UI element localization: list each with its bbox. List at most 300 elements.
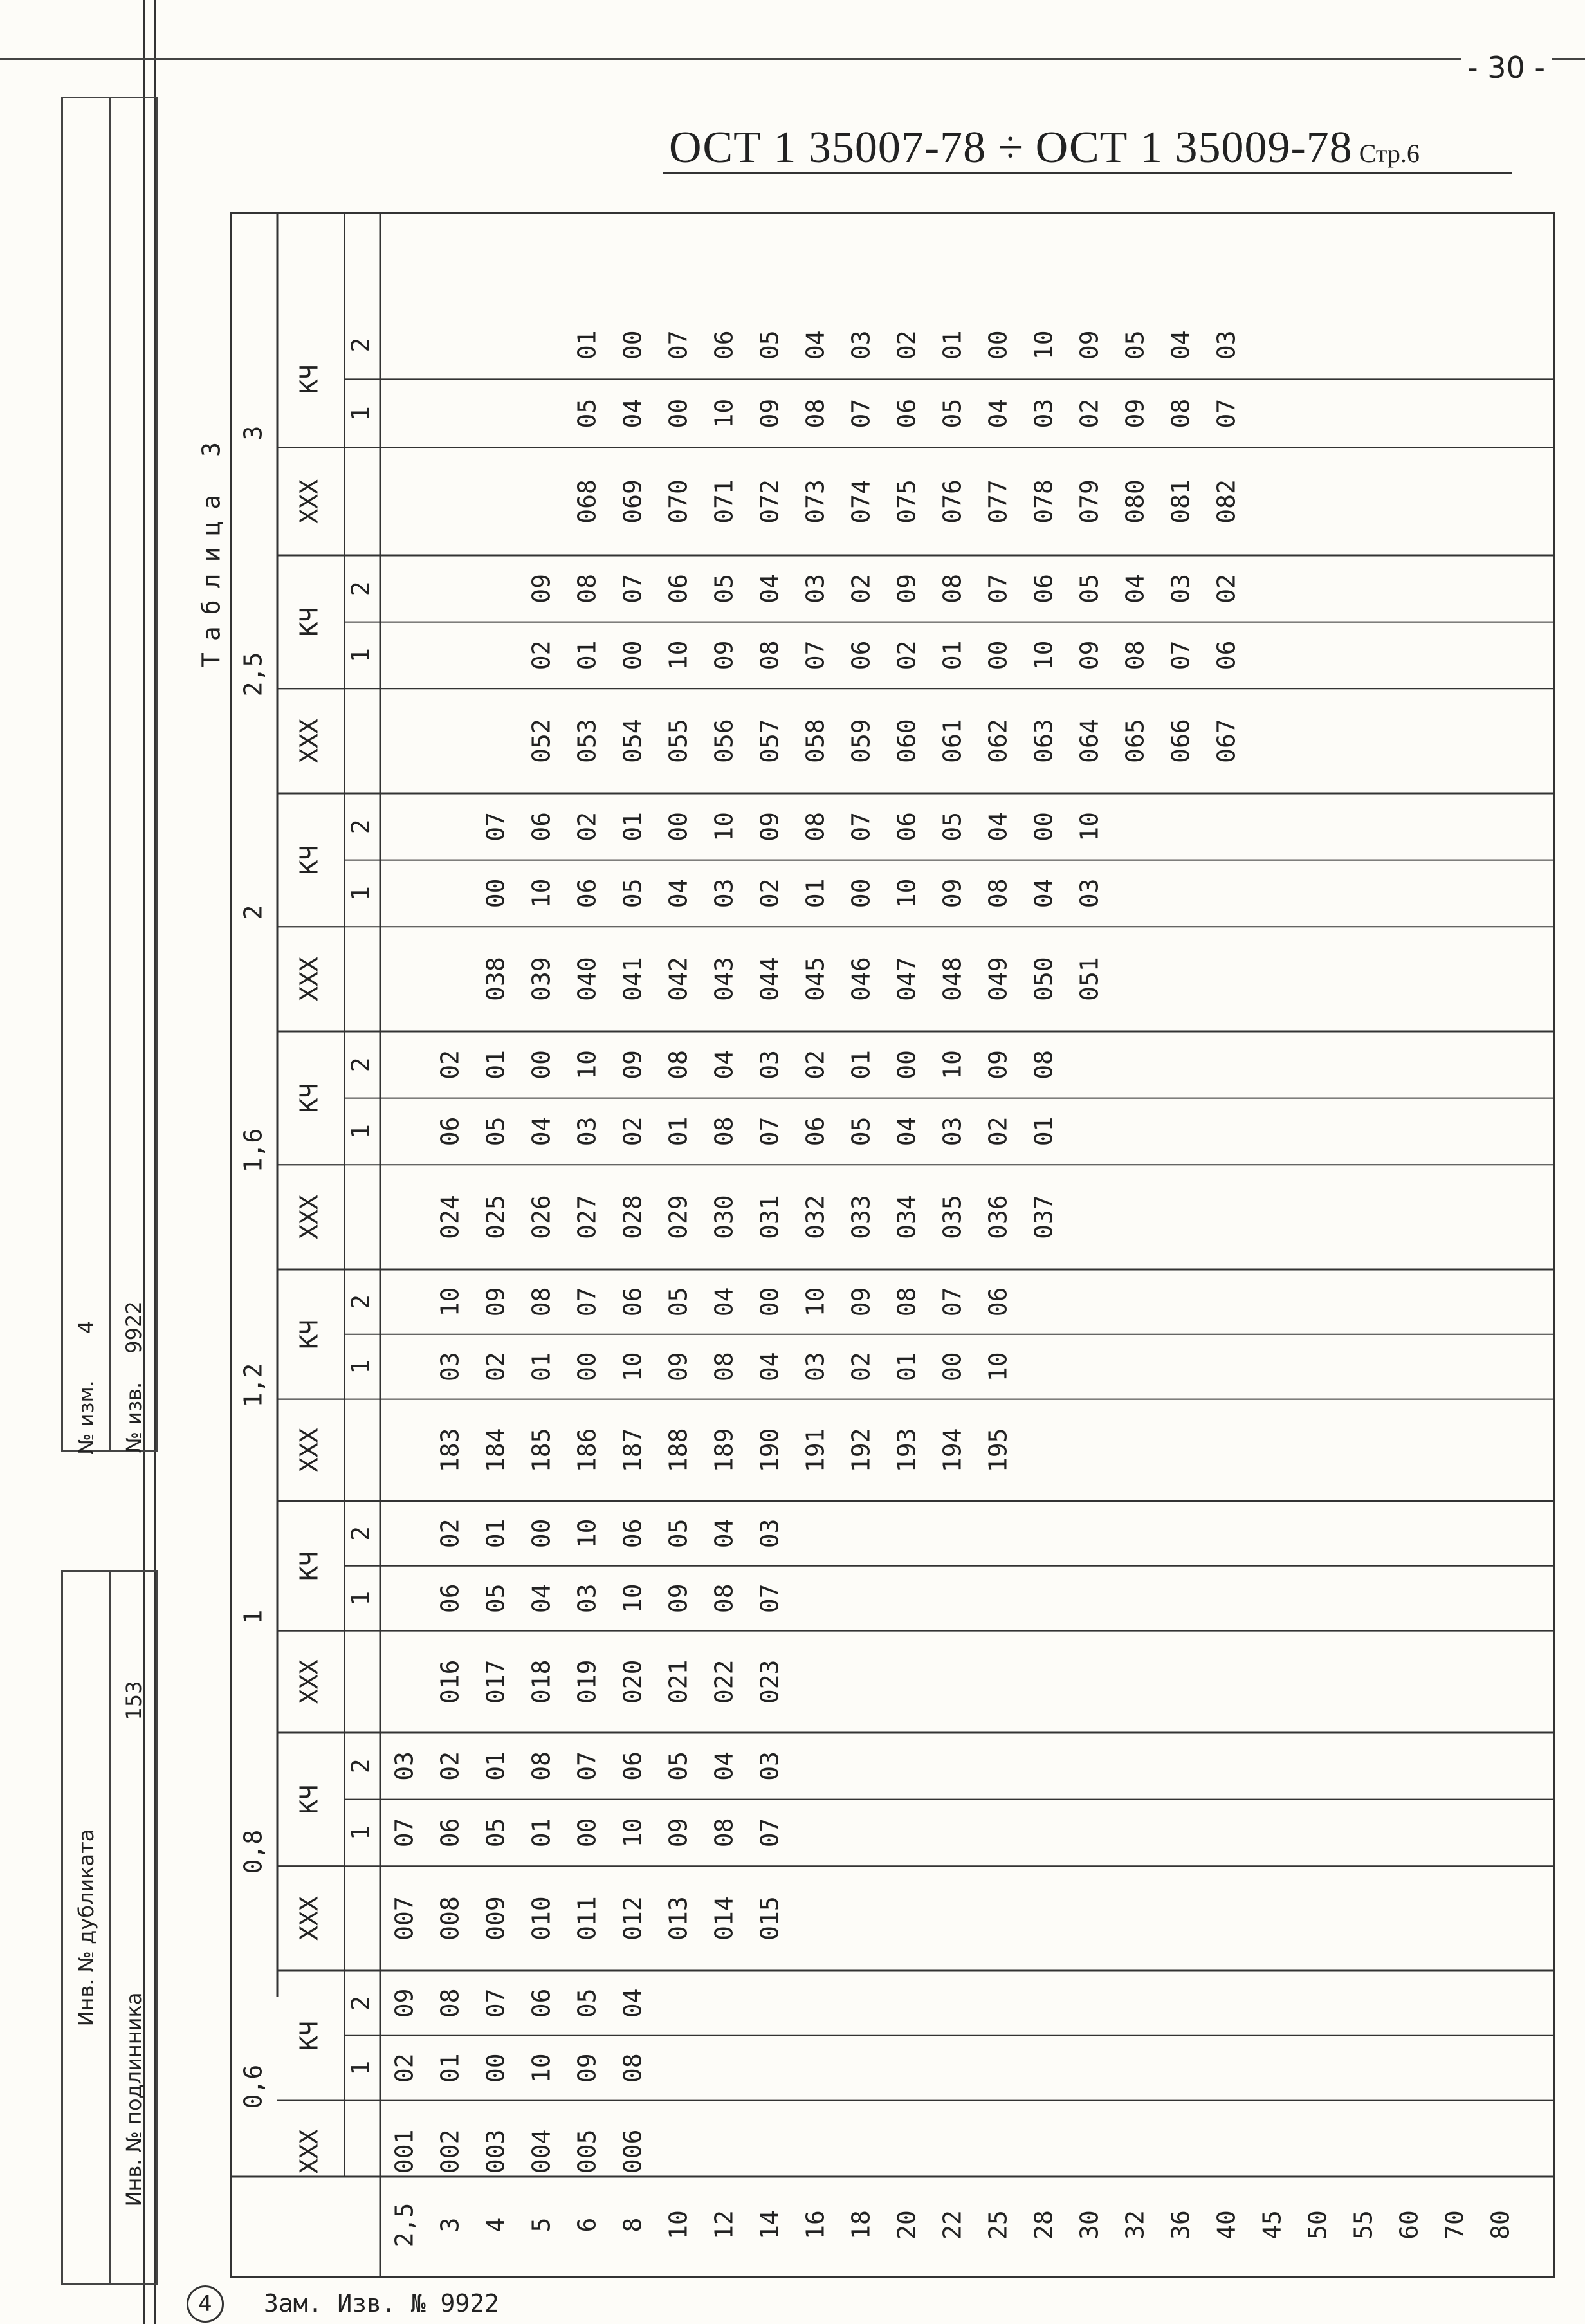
- cell-kch1: 02: [618, 1116, 647, 1147]
- cell-xxx: 032: [801, 1195, 830, 1239]
- cell-xxx: 049: [984, 957, 1012, 1001]
- cell-xxx: 067: [1212, 719, 1241, 763]
- cell-xxx: 033: [847, 1195, 875, 1239]
- cell-xxx: 048: [938, 957, 967, 1001]
- kch-sub2-header: 2: [346, 1294, 375, 1309]
- cell-kch2: 10: [1029, 330, 1058, 360]
- kch-header: КЧ: [295, 364, 324, 394]
- cell-xxx: 046: [847, 957, 875, 1001]
- cell-kch2: 04: [618, 1988, 647, 2018]
- cell-kch1: 10: [527, 878, 556, 908]
- cell-kch2: 01: [481, 1751, 510, 1781]
- replacement-note: Зам. Изв. № 9922: [264, 2289, 500, 2318]
- cell-kch1: 05: [481, 1818, 510, 1848]
- cell-kch2: 04: [710, 1518, 738, 1549]
- cell-kch2: 05: [664, 1518, 693, 1549]
- cell-kch1: 01: [801, 878, 830, 908]
- cell-kch1: 07: [390, 1818, 419, 1848]
- kch-header: КЧ: [295, 1319, 324, 1349]
- cell-kch2: 10: [435, 1287, 464, 1317]
- side-stamp-lower: [61, 1570, 158, 2285]
- row-label: 5: [527, 2217, 556, 2233]
- kch-sub1-header: 1: [346, 2060, 375, 2076]
- xxx-header: ХХХ: [295, 479, 324, 524]
- cell-xxx: 047: [892, 957, 921, 1001]
- cell-xxx: 006: [618, 2129, 647, 2174]
- cell-xxx: 038: [481, 957, 510, 1001]
- cell-kch2: 00: [527, 1049, 556, 1080]
- kch-sub1-header: 1: [346, 1591, 375, 1606]
- cell-kch2: 06: [984, 1287, 1012, 1317]
- cell-kch2: 06: [710, 330, 738, 360]
- row-label: 14: [755, 2210, 784, 2240]
- group-label: 2: [239, 905, 268, 920]
- cell-xxx: 195: [984, 1428, 1012, 1473]
- cell-xxx: 066: [1166, 719, 1195, 763]
- row-label: 18: [847, 2210, 875, 2240]
- cell-kch2: 07: [481, 1988, 510, 2018]
- cell-kch2: 10: [573, 1518, 601, 1549]
- cell-kch2: 05: [573, 1988, 601, 2018]
- cell-xxx: 183: [435, 1428, 464, 1473]
- cell-xxx: 058: [801, 719, 830, 763]
- page-number: - 30 -: [1461, 50, 1552, 85]
- cell-kch1: 10: [618, 1583, 647, 1614]
- kch-sub1-header: 1: [346, 1825, 375, 1840]
- cell-kch2: 05: [755, 330, 784, 360]
- kch-sub2-header: 2: [346, 1758, 375, 1774]
- cell-kch2: 02: [847, 573, 875, 604]
- cell-kch1: 04: [527, 1116, 556, 1147]
- cell-kch2: 10: [573, 1049, 601, 1080]
- cell-xxx: 012: [618, 1896, 647, 1941]
- cell-xxx: 069: [618, 479, 647, 524]
- cell-xxx: 039: [527, 957, 556, 1001]
- cell-kch1: 04: [1029, 878, 1058, 908]
- cell-kch1: 01: [664, 1116, 693, 1147]
- kch-sub2-header: 2: [346, 1526, 375, 1541]
- cell-kch1: 00: [573, 1818, 601, 1848]
- cell-kch1: 10: [710, 398, 738, 429]
- row-label: 32: [1121, 2210, 1150, 2240]
- cell-kch2: 08: [892, 1287, 921, 1317]
- cell-kch1: 00: [481, 2053, 510, 2083]
- cell-kch1: 04: [664, 878, 693, 908]
- cell-xxx: 063: [1029, 719, 1058, 763]
- cell-kch2: 07: [573, 1751, 601, 1781]
- row-label: 30: [1075, 2210, 1104, 2240]
- change-value: 4: [74, 1320, 98, 1334]
- cell-xxx: 022: [710, 1659, 738, 1704]
- cell-xxx: 062: [984, 719, 1012, 763]
- group-label: 3: [239, 425, 268, 441]
- cell-kch2: 10: [938, 1049, 967, 1080]
- cell-kch1: 07: [755, 1116, 784, 1147]
- cell-kch2: 07: [664, 330, 693, 360]
- cell-xxx: 070: [664, 479, 693, 524]
- cell-kch2: 05: [664, 1287, 693, 1317]
- cell-xxx: 189: [710, 1428, 738, 1473]
- cell-kch1: 01: [527, 1352, 556, 1382]
- cell-xxx: 018: [527, 1659, 556, 1704]
- row-label: 50: [1303, 2210, 1332, 2240]
- cell-kch1: 01: [1029, 1116, 1058, 1147]
- cell-kch1: 10: [984, 1352, 1012, 1382]
- kch-header: КЧ: [295, 607, 324, 637]
- row-label: 25: [984, 2210, 1012, 2240]
- cell-kch1: 08: [710, 1818, 738, 1848]
- cell-kch1: 08: [755, 640, 784, 670]
- cell-kch1: 05: [573, 398, 601, 429]
- cell-kch1: 03: [938, 1116, 967, 1147]
- cell-kch2: 09: [755, 811, 784, 842]
- cell-xxx: 001: [390, 2129, 419, 2174]
- cell-kch1: 03: [1075, 878, 1104, 908]
- cell-kch2: 04: [801, 330, 830, 360]
- cell-kch2: 04: [710, 1751, 738, 1781]
- cell-kch1: 02: [527, 640, 556, 670]
- cell-kch1: 07: [801, 640, 830, 670]
- cell-xxx: 019: [573, 1659, 601, 1704]
- kch-header: КЧ: [295, 845, 324, 875]
- cell-xxx: 020: [618, 1659, 647, 1704]
- cell-kch1: 02: [481, 1352, 510, 1382]
- cell-xxx: 009: [481, 1896, 510, 1941]
- kch-sub1-header: 1: [346, 885, 375, 901]
- cell-kch2: 00: [664, 811, 693, 842]
- cell-kch1: 05: [938, 398, 967, 429]
- cell-xxx: 075: [892, 479, 921, 524]
- cell-xxx: 074: [847, 479, 875, 524]
- cell-kch1: 06: [847, 640, 875, 670]
- cell-kch2: 03: [1166, 573, 1195, 604]
- cell-xxx: 036: [984, 1195, 1012, 1239]
- row-label: 12: [710, 2210, 738, 2240]
- group-label: 0,8: [239, 1829, 268, 1874]
- inv-orig-label: Инв. № подлинника: [122, 1992, 146, 2207]
- cell-kch1: 01: [892, 1352, 921, 1382]
- cell-xxx: 064: [1075, 719, 1104, 763]
- cell-kch2: 05: [710, 573, 738, 604]
- notice-value: 9922: [122, 1301, 146, 1354]
- cell-kch2: 05: [1121, 330, 1150, 360]
- cell-kch1: 00: [481, 878, 510, 908]
- document-title: ОСТ 1 35007-78 ÷ ОСТ 1 35009-78: [669, 123, 1353, 172]
- cell-kch1: 03: [1029, 398, 1058, 429]
- cell-xxx: 051: [1075, 957, 1104, 1001]
- cell-kch2: 06: [618, 1751, 647, 1781]
- cell-kch1: 06: [573, 878, 601, 908]
- cell-kch1: 05: [481, 1583, 510, 1614]
- cell-kch2: 03: [801, 573, 830, 604]
- cell-xxx: 023: [755, 1659, 784, 1704]
- inv-orig-value: 153: [122, 1681, 146, 1720]
- cell-xxx: 076: [938, 479, 967, 524]
- cell-kch2: 02: [573, 811, 601, 842]
- xxx-header: ХХХ: [295, 719, 324, 763]
- cell-kch1: 06: [892, 398, 921, 429]
- xxx-header: ХХХ: [295, 1195, 324, 1239]
- cell-kch1: 03: [801, 1352, 830, 1382]
- cell-kch1: 00: [573, 1352, 601, 1382]
- cell-kch1: 06: [1212, 640, 1241, 670]
- cell-kch1: 02: [1075, 398, 1104, 429]
- cell-xxx: 068: [573, 479, 601, 524]
- cell-kch1: 05: [847, 1116, 875, 1147]
- notice-label: № изв.: [122, 1381, 146, 1453]
- cell-kch1: 00: [938, 1352, 967, 1382]
- cell-kch2: 06: [527, 811, 556, 842]
- cell-kch2: 07: [618, 573, 647, 604]
- cell-xxx: 045: [801, 957, 830, 1001]
- cell-xxx: 010: [527, 1896, 556, 1941]
- cell-kch1: 07: [755, 1583, 784, 1614]
- cell-xxx: 071: [710, 479, 738, 524]
- cell-xxx: 041: [618, 957, 647, 1001]
- cell-kch2: 01: [618, 811, 647, 842]
- cell-xxx: 026: [527, 1195, 556, 1239]
- cell-kch2: 06: [892, 811, 921, 842]
- kch-sub1-header: 1: [346, 647, 375, 663]
- cell-kch2: 03: [755, 1518, 784, 1549]
- kch-header: КЧ: [295, 1551, 324, 1581]
- cell-kch2: 04: [1166, 330, 1195, 360]
- cell-kch1: 07: [755, 1818, 784, 1848]
- cell-kch1: 03: [435, 1352, 464, 1382]
- kch-sub2-header: 2: [346, 337, 375, 353]
- group-label: 1,6: [239, 1128, 268, 1173]
- cell-kch2: 07: [847, 811, 875, 842]
- cell-kch1: 00: [847, 878, 875, 908]
- cell-kch1: 10: [892, 878, 921, 908]
- cell-xxx: 014: [710, 1896, 738, 1941]
- cell-kch1: 01: [938, 640, 967, 670]
- cell-xxx: 188: [664, 1428, 693, 1473]
- cell-kch2: 01: [481, 1049, 510, 1080]
- kch-sub1-header: 1: [346, 406, 375, 421]
- cell-xxx: 016: [435, 1659, 464, 1704]
- table-caption: Таблица 3: [197, 430, 226, 667]
- cell-kch1: 07: [847, 398, 875, 429]
- row-label: 8: [618, 2217, 647, 2233]
- kch-sub2-header: 2: [346, 581, 375, 596]
- cell-kch1: 03: [573, 1116, 601, 1147]
- cell-kch2: 08: [801, 811, 830, 842]
- kch-header: КЧ: [295, 1083, 324, 1113]
- kch-sub1-header: 1: [346, 1123, 375, 1139]
- cell-kch2: 03: [755, 1049, 784, 1080]
- cell-xxx: 054: [618, 719, 647, 763]
- cell-kch1: 08: [984, 878, 1012, 908]
- cell-xxx: 056: [710, 719, 738, 763]
- cell-kch1: 09: [1121, 398, 1150, 429]
- cell-xxx: 077: [984, 479, 1012, 524]
- cell-kch1: 00: [664, 398, 693, 429]
- cell-kch2: 02: [1212, 573, 1241, 604]
- cell-xxx: 031: [755, 1195, 784, 1239]
- kch-sub2-header: 2: [346, 1057, 375, 1073]
- side-stamp-upper: [61, 97, 158, 1455]
- cell-kch2: 08: [938, 573, 967, 604]
- cell-kch2: 09: [481, 1287, 510, 1317]
- cell-xxx: 078: [1029, 479, 1058, 524]
- cell-kch2: 02: [435, 1049, 464, 1080]
- cell-xxx: 005: [573, 2129, 601, 2174]
- cell-kch1: 02: [847, 1352, 875, 1382]
- cell-kch2: 08: [435, 1988, 464, 2018]
- cell-kch2: 08: [1029, 1049, 1058, 1080]
- cell-kch2: 00: [892, 1049, 921, 1080]
- cell-kch2: 04: [710, 1287, 738, 1317]
- cell-xxx: 192: [847, 1428, 875, 1473]
- cell-kch1: 09: [664, 1583, 693, 1614]
- xxx-header: ХХХ: [295, 1896, 324, 1941]
- cell-xxx: 027: [573, 1195, 601, 1239]
- cell-kch1: 04: [618, 398, 647, 429]
- cell-kch2: 03: [755, 1751, 784, 1781]
- data-table: [197, 212, 1555, 2278]
- kch-sub2-header: 2: [346, 819, 375, 835]
- cell-kch2: 07: [984, 573, 1012, 604]
- cell-kch1: 03: [573, 1583, 601, 1614]
- cell-kch2: 09: [892, 573, 921, 604]
- cell-kch2: 07: [573, 1287, 601, 1317]
- cell-xxx: 081: [1166, 479, 1195, 524]
- cell-kch1: 02: [984, 1116, 1012, 1147]
- cell-kch1: 09: [938, 878, 967, 908]
- cell-kch2: 04: [984, 811, 1012, 842]
- revision-circle: 4: [187, 2285, 224, 2323]
- cell-kch1: 02: [755, 878, 784, 908]
- cell-kch2: 03: [847, 330, 875, 360]
- cell-kch1: 02: [892, 640, 921, 670]
- cell-xxx: 082: [1212, 479, 1241, 524]
- cell-xxx: 065: [1121, 719, 1150, 763]
- cell-kch2: 04: [755, 573, 784, 604]
- cell-xxx: 013: [664, 1896, 693, 1941]
- cell-kch2: 06: [618, 1287, 647, 1317]
- cell-kch1: 09: [664, 1818, 693, 1848]
- change-cell: [63, 98, 109, 1455]
- xxx-header: ХХХ: [295, 957, 324, 1001]
- cell-kch1: 09: [1075, 640, 1104, 670]
- kch-sub1-header: 1: [346, 1359, 375, 1374]
- cell-kch2: 09: [618, 1049, 647, 1080]
- cell-kch1: 04: [892, 1116, 921, 1147]
- xxx-header: ХХХ: [295, 2129, 324, 2174]
- cell-kch1: 01: [573, 640, 601, 670]
- cell-xxx: 186: [573, 1428, 601, 1473]
- cell-kch1: 08: [710, 1583, 738, 1614]
- cell-kch2: 00: [527, 1518, 556, 1549]
- cell-xxx: 053: [573, 719, 601, 763]
- cell-kch2: 00: [618, 330, 647, 360]
- row-label: 6: [573, 2217, 601, 2233]
- xxx-header: ХХХ: [295, 1659, 324, 1704]
- cell-kch1: 08: [1121, 640, 1150, 670]
- cell-kch2: 06: [664, 573, 693, 604]
- cell-kch2: 09: [984, 1049, 1012, 1080]
- frame-top-line: [0, 58, 1585, 60]
- row-label: 45: [1258, 2210, 1287, 2240]
- cell-xxx: 043: [710, 957, 738, 1001]
- cell-xxx: 080: [1121, 479, 1150, 524]
- cell-kch1: 05: [481, 1116, 510, 1147]
- cell-kch2: 00: [755, 1287, 784, 1317]
- cell-xxx: 004: [527, 2129, 556, 2174]
- cell-kch2: 05: [938, 811, 967, 842]
- cell-xxx: 011: [573, 1896, 601, 1941]
- cell-xxx: 073: [801, 479, 830, 524]
- cell-xxx: 060: [892, 719, 921, 763]
- cell-xxx: 040: [573, 957, 601, 1001]
- group-label: 1: [239, 1609, 268, 1625]
- cell-xxx: 025: [481, 1195, 510, 1239]
- cell-xxx: 194: [938, 1428, 967, 1473]
- cell-kch1: 09: [664, 1352, 693, 1382]
- cell-xxx: 187: [618, 1428, 647, 1473]
- cell-kch2: 07: [481, 811, 510, 842]
- row-label: 60: [1395, 2210, 1424, 2240]
- cell-kch2: 07: [938, 1287, 967, 1317]
- cell-kch2: 06: [618, 1518, 647, 1549]
- cell-kch1: 06: [801, 1116, 830, 1147]
- cell-xxx: 017: [481, 1659, 510, 1704]
- kch-header: КЧ: [295, 1784, 324, 1814]
- cell-kch2: 09: [1075, 330, 1104, 360]
- cell-xxx: 030: [710, 1195, 738, 1239]
- cell-kch1: 00: [618, 640, 647, 670]
- document-header: [669, 122, 1505, 174]
- cell-kch2: 04: [1121, 573, 1150, 604]
- cell-xxx: 055: [664, 719, 693, 763]
- row-label: 28: [1029, 2210, 1058, 2240]
- cell-xxx: 015: [755, 1896, 784, 1941]
- cell-kch2: 10: [1075, 811, 1104, 842]
- xxx-header: ХХХ: [295, 1428, 324, 1473]
- cell-xxx: 024: [435, 1195, 464, 1239]
- cell-kch2: 02: [435, 1751, 464, 1781]
- cell-kch1: 00: [984, 640, 1012, 670]
- cell-kch1: 03: [710, 878, 738, 908]
- cell-xxx: 029: [664, 1195, 693, 1239]
- cell-kch2: 04: [710, 1049, 738, 1080]
- cell-kch1: 07: [1212, 398, 1241, 429]
- cell-kch1: 06: [435, 1583, 464, 1614]
- group-label: 0,6: [239, 2064, 268, 2109]
- row-label: 4: [481, 2217, 510, 2233]
- cell-kch2: 01: [847, 1049, 875, 1080]
- cell-kch2: 05: [664, 1751, 693, 1781]
- cell-kch1: 07: [1166, 640, 1195, 670]
- row-label: 16: [801, 2210, 830, 2240]
- cell-kch2: 08: [573, 573, 601, 604]
- cell-xxx: 028: [618, 1195, 647, 1239]
- cell-kch1: 10: [618, 1818, 647, 1848]
- cell-xxx: 008: [435, 1896, 464, 1941]
- cell-xxx: 185: [527, 1428, 556, 1473]
- cell-kch2: 08: [664, 1049, 693, 1080]
- row-label: 22: [938, 2210, 967, 2240]
- header-underline: [663, 172, 1512, 174]
- group-label: 1,2: [239, 1363, 268, 1408]
- cell-xxx: 052: [527, 719, 556, 763]
- cell-xxx: 061: [938, 719, 967, 763]
- cell-kch2: 01: [938, 330, 967, 360]
- cell-kch2: 08: [527, 1751, 556, 1781]
- cell-xxx: 050: [1029, 957, 1058, 1001]
- cell-kch2: 06: [527, 1988, 556, 2018]
